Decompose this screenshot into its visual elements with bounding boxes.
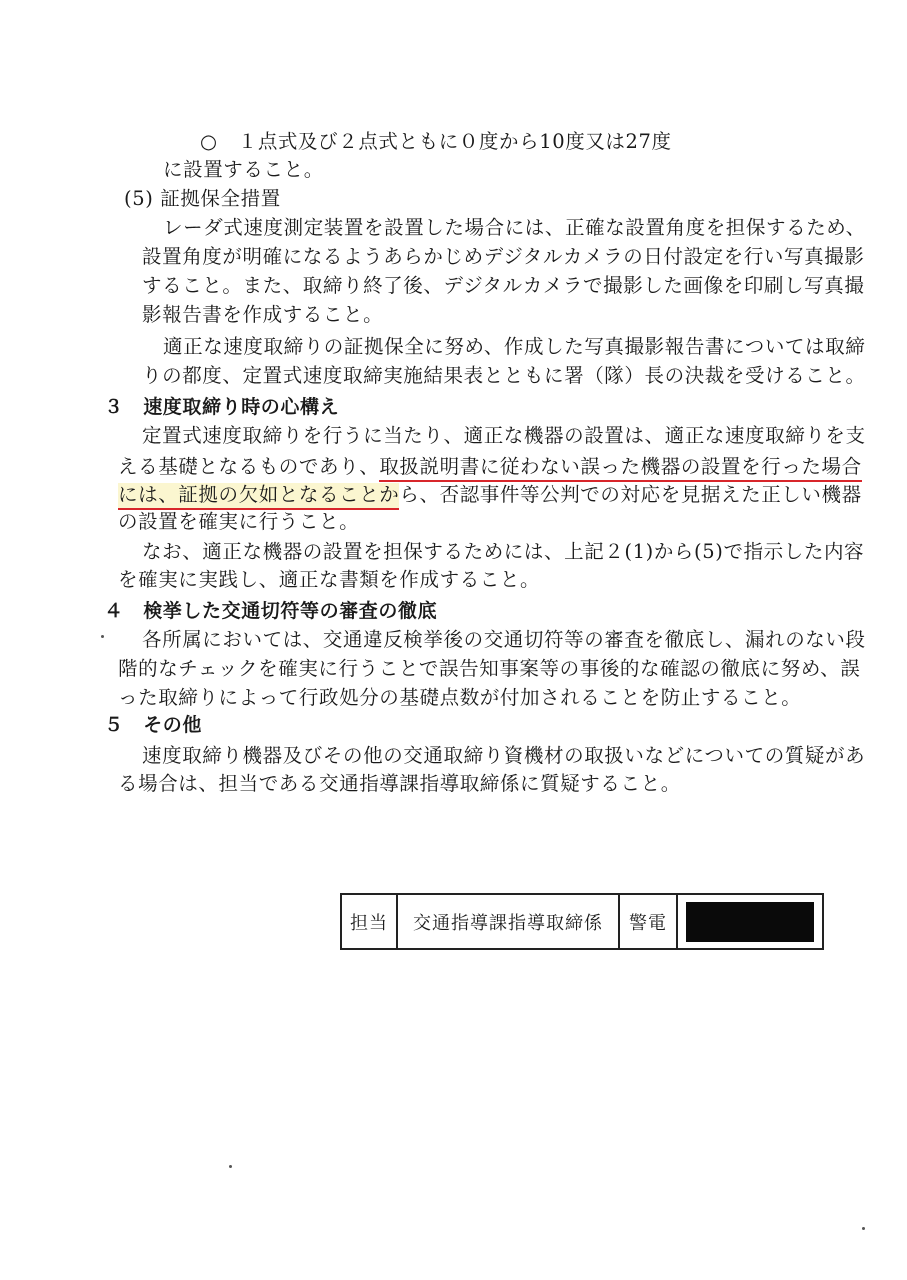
text-line: を確実に実践し、適正な書類を作成すること。 xyxy=(118,568,541,591)
section-heading-3: ３ 速度取締り時の心構え xyxy=(104,396,340,418)
text-line-highlighted xyxy=(118,481,862,509)
scan-speck xyxy=(862,1227,865,1230)
subsection-heading: (5) 証拠保全措置 xyxy=(124,187,281,210)
text-line: 設置角度が明確になるようあらかじめデジタルカメラの日付設定を行い写真撮影 xyxy=(142,245,865,268)
text-line: に設置すること。 xyxy=(163,158,324,181)
text-line: すること。また、取締り終了後、デジタルカメラで撮影した画像を印刷し写真撮 xyxy=(142,274,865,297)
section-heading-4: ４ 検挙した交通切符等の審査の徹底 xyxy=(104,600,438,622)
text-line: 速度取締り機器及びその他の交通取締り資機材の取扱いなどについての質疑があ xyxy=(142,744,866,767)
contact-label-cell: 担当 xyxy=(342,895,398,948)
scan-speck xyxy=(229,1165,232,1168)
scan-speck xyxy=(101,635,104,638)
text-segment: える基礎となるものであり、 xyxy=(118,455,380,478)
text-line: った取締りによって行政処分の基礎点数が付加されることを防止すること。 xyxy=(118,686,802,709)
underlined-text: には、証拠の欠如となることか xyxy=(118,483,399,510)
phone-label-cell: 警電 xyxy=(620,895,678,948)
text-line: る場合は、担当である交通指導課指導取締係に質疑すること。 xyxy=(118,772,681,795)
text-line: 適正な速度取締りの証拠保全に努め、作成した写真撮影報告書については取締 xyxy=(163,335,866,358)
text-line-highlighted xyxy=(118,453,862,481)
underlined-text: 取扱説明書に従わない誤った機器の設置を行った場合 xyxy=(379,455,861,482)
text-segment: ら、否認事件等公判での対応を見据えた正しい機器 xyxy=(399,483,862,506)
bullet-line: ○ １点式及び２点式ともに０度から10度又は27度 xyxy=(200,130,672,153)
section-heading-5: ５ その他 xyxy=(104,714,203,736)
phone-number-cell xyxy=(678,895,822,948)
department-cell: 交通指導課指導取締係 xyxy=(398,895,620,948)
contact-table xyxy=(340,893,824,950)
text-line: なお、適正な機器の設置を担保するためには、上記２(1)から(5)で指示した内容 xyxy=(142,540,865,563)
text-line: 影報告書を作成すること。 xyxy=(142,303,384,326)
text-line: 定置式速度取締りを行うに当たり、適正な機器の設置は、適正な速度取締りを支 xyxy=(142,424,866,447)
text-line: レーダ式速度測定装置を設置した場合には、正確な設置角度を担保するため、 xyxy=(163,216,866,239)
text-line: 階的なチェックを確実に行うことで誤告知事案等の事後的な確認の徹底に努め、誤 xyxy=(118,657,861,680)
text-line: の設置を確実に行うこと。 xyxy=(118,510,360,533)
redaction-block xyxy=(686,902,814,942)
text-line: りの都度、定置式速度取締実施結果表とともに署（隊）長の決裁を受けること。 xyxy=(142,364,866,387)
text-line: 各所属においては、交通違反検挙後の交通切符等の審査を徹底し、漏れのない段 xyxy=(142,628,866,651)
